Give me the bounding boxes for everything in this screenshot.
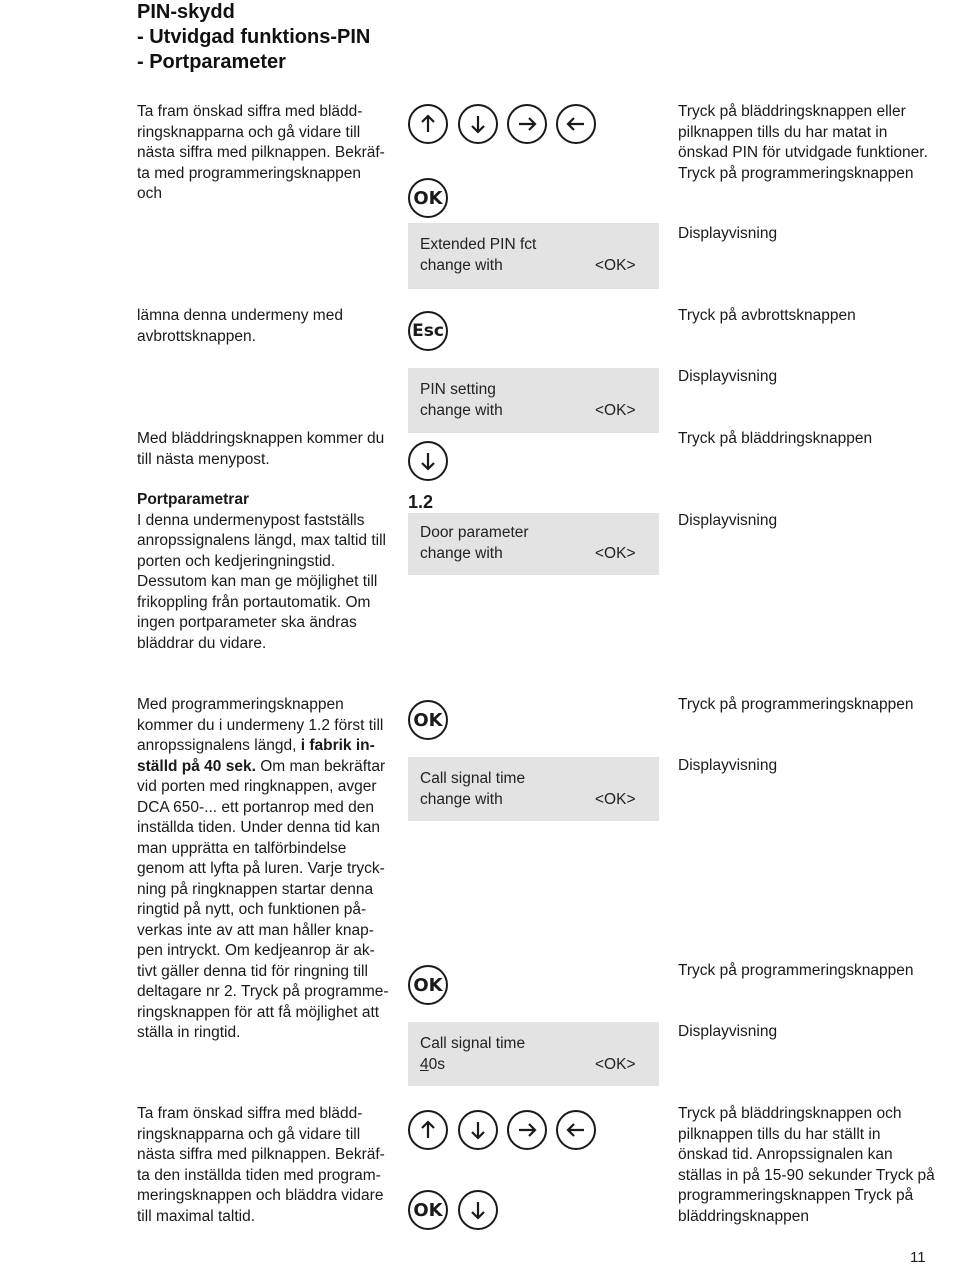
text-line: man upprätta en talförbindelse: [137, 839, 347, 857]
display-label: Displayvisning: [678, 757, 778, 774]
display-label: Displayvisning: [678, 1023, 778, 1040]
text-line: till nästa menypost.: [137, 450, 270, 468]
text-line: nästa siffra med pilknappen. Bekräf-: [137, 144, 385, 161]
arrow-down-icon: [466, 1118, 490, 1142]
text-line: pilknappen tills du har ställt in: [678, 1125, 881, 1143]
text-line: ställas in på 15-90 sekunder Tryck på: [678, 1166, 935, 1184]
text-line: Tryck på bläddringsknappen eller: [678, 103, 906, 120]
text-line: önskad PIN för utvidgade funktioner.: [678, 144, 928, 161]
arrow-down-button[interactable]: [458, 1190, 498, 1230]
text-line: DCA 650-... ett portanrop med den: [137, 798, 374, 816]
block5-instructions: [137, 695, 389, 1044]
text-line: nästa siffra med pilknappen. Bekräf-: [137, 1146, 385, 1163]
arrow-down-icon: [416, 449, 440, 473]
display-line: [420, 544, 659, 565]
display-extended-pin: [408, 223, 659, 289]
display-line: [420, 401, 659, 422]
arrow-down-icon: [466, 1198, 490, 1222]
section-heading: Portparametrar: [137, 491, 249, 508]
text-line: tivt gäller denna tid för ringning till: [137, 962, 368, 980]
display-ok: <OK>: [595, 401, 636, 419]
text-line: till maximal taltid.: [137, 1207, 255, 1225]
text-line: Med programmeringsknappen: [137, 696, 344, 713]
arrow-left-icon: [564, 1118, 588, 1142]
block6-action: [678, 1104, 935, 1227]
display-line: [420, 256, 659, 277]
text-line: verkas inte av att man håller knap-: [137, 921, 374, 939]
ok-button[interactable]: [408, 1190, 448, 1230]
arrow-down-icon: [466, 112, 490, 136]
text-line: Ta fram önskad siffra med blädd-: [137, 103, 363, 120]
title-line-3: - Portparameter: [137, 51, 286, 73]
arrow-left-button[interactable]: [556, 1110, 596, 1150]
text-line: ringsknapparna och gå vidare till: [137, 123, 361, 141]
display-text: 0s: [428, 1055, 445, 1073]
arrow-right-button[interactable]: [507, 104, 547, 144]
text-line: vid porten med ringknappen, avger: [137, 778, 377, 795]
text-line: avbrottsknappen.: [137, 327, 256, 345]
text-line: ringsknapparna och gå vidare till: [137, 1125, 361, 1143]
block1-instructions: [137, 102, 385, 205]
text-line: programmeringsknappen Tryck på: [678, 1187, 914, 1204]
arrow-up-icon: [416, 1118, 440, 1142]
block6-instructions: [137, 1104, 385, 1227]
block2-action: Tryck på avbrottsknappen: [678, 307, 856, 324]
text-span-bold: ställd på 40 sek.: [137, 757, 256, 775]
display-ok: <OK>: [595, 256, 636, 274]
display-text: change with: [420, 544, 503, 562]
text-span: anropssignalens längd,: [137, 737, 301, 754]
text-line: I denna undermenypost fastställs: [137, 511, 365, 529]
arrow-right-icon: [515, 112, 539, 136]
title-line-1: PIN-skydd: [137, 1, 235, 23]
display-text: change with: [420, 401, 503, 419]
text-line: porten och kedjeringningstid.: [137, 552, 336, 570]
arrow-left-icon: [564, 112, 588, 136]
display-value: [420, 1056, 445, 1073]
block3-action: Tryck på bläddringsknappen: [678, 430, 873, 447]
display-call-signal-time: [408, 757, 659, 821]
block1-action: [678, 102, 928, 184]
text-line: meringsknappen och bläddra vidare: [137, 1187, 384, 1204]
page-title: [137, 0, 370, 75]
display-ok: <OK>: [595, 544, 636, 562]
text-line: bläddringsknappen: [678, 1207, 809, 1225]
text-line: pilknappen tills du har matat in: [678, 123, 888, 141]
display-line: [420, 790, 659, 811]
text-line: ringsknappen för att få möjlighet att: [137, 1003, 380, 1021]
text-line: [137, 736, 389, 757]
ok-label: OK: [413, 974, 443, 996]
ok-button[interactable]: [408, 178, 448, 218]
display-line: Call signal time: [420, 770, 526, 787]
title-line-2: - Utvidgad funktions-PIN: [137, 26, 371, 48]
text-line: önskad tid. Anropssignalen kan: [678, 1146, 893, 1163]
text-line: Med bläddringsknappen kommer du: [137, 430, 385, 447]
text-line: genom att lyfta på luren. Varje tryck-: [137, 860, 385, 877]
display-ok: <OK>: [595, 790, 636, 808]
esc-label: Esc: [412, 321, 444, 341]
block4-instructions: [137, 490, 386, 654]
display-line: Call signal time: [420, 1035, 526, 1052]
text-line: Tryck på bläddringsknappen och: [678, 1105, 902, 1122]
text-line: frikoppling från portautomatik. Om: [137, 593, 371, 611]
display-line: [420, 1055, 659, 1076]
ok-button[interactable]: [408, 965, 448, 1005]
display-ok: <OK>: [595, 1055, 636, 1073]
page-number: 11: [910, 1249, 926, 1266]
ok-button[interactable]: [408, 700, 448, 740]
text-line: ringtid på nytt, och funktionen på-: [137, 901, 367, 918]
display-call-signal-value: [408, 1022, 659, 1086]
display-text: change with: [420, 790, 503, 808]
block3-instructions: [137, 429, 384, 470]
text-line: ställa in ringtid.: [137, 1024, 241, 1041]
block5-action-2: Tryck på programmeringsknappen: [678, 962, 914, 979]
text-line: bläddrar du vidare.: [137, 634, 267, 652]
text-line: ning på ringknappen startar denna: [137, 880, 374, 898]
display-line: Extended PIN fct: [420, 236, 537, 253]
arrow-left-button[interactable]: [556, 104, 596, 144]
display-line: Door parameter: [420, 524, 529, 541]
text-span-bold: i fabrik in-: [300, 737, 375, 754]
arrow-up-button[interactable]: [408, 1110, 448, 1150]
ok-label: OK: [413, 187, 443, 209]
text-line: anropssignalens längd, max taltid till: [137, 532, 386, 549]
text-line: lämna denna undermeny med: [137, 307, 343, 324]
arrow-down-button[interactable]: [458, 1110, 498, 1150]
display-door-parameter: [408, 513, 659, 575]
display-text: change with: [420, 256, 503, 274]
esc-button[interactable]: [408, 311, 448, 351]
display-label: Displayvisning: [678, 225, 778, 242]
arrow-down-button[interactable]: [458, 104, 498, 144]
text-line: kommer du i undermeny 1.2 först till: [137, 716, 384, 734]
arrow-right-icon: [515, 1118, 539, 1142]
block2-instructions: [137, 306, 343, 347]
ok-label: OK: [413, 1199, 443, 1221]
display-label: Displayvisning: [678, 512, 778, 529]
text-line: ta den inställda tiden med program-: [137, 1166, 381, 1184]
text-line: pen intryckt. Om kedjeanrop är ak-: [137, 942, 375, 959]
arrow-down-button[interactable]: [408, 441, 448, 481]
text-line: inställda tiden. Under denna tid kan: [137, 819, 380, 836]
arrow-up-button[interactable]: [408, 104, 448, 144]
display-label: Displayvisning: [678, 368, 778, 385]
text-line: och: [137, 185, 162, 202]
text-line: Ta fram önskad siffra med blädd-: [137, 1105, 363, 1122]
text-line: deltagare nr 2. Tryck på programme-: [137, 983, 389, 1000]
text-line: Tryck på programmeringsknappen: [678, 164, 914, 182]
block5-action-1: Tryck på programmeringsknappen: [678, 696, 914, 713]
display-line: PIN setting: [420, 381, 496, 398]
cursor-digit: 4: [420, 1055, 429, 1073]
text-line: ta med programmeringsknappen: [137, 164, 362, 182]
text-span: Om man bekräftar: [255, 757, 386, 775]
text-line: ingen portparameter ska ändras: [137, 614, 357, 631]
menu-number: 1.2: [408, 492, 434, 512]
text-line: [137, 757, 389, 778]
ok-label: OK: [413, 709, 443, 731]
arrow-right-button[interactable]: [507, 1110, 547, 1150]
text-line: Dessutom kan man ge möjlighet till: [137, 573, 378, 590]
arrow-up-icon: [416, 112, 440, 136]
display-pin-setting: [408, 368, 659, 433]
